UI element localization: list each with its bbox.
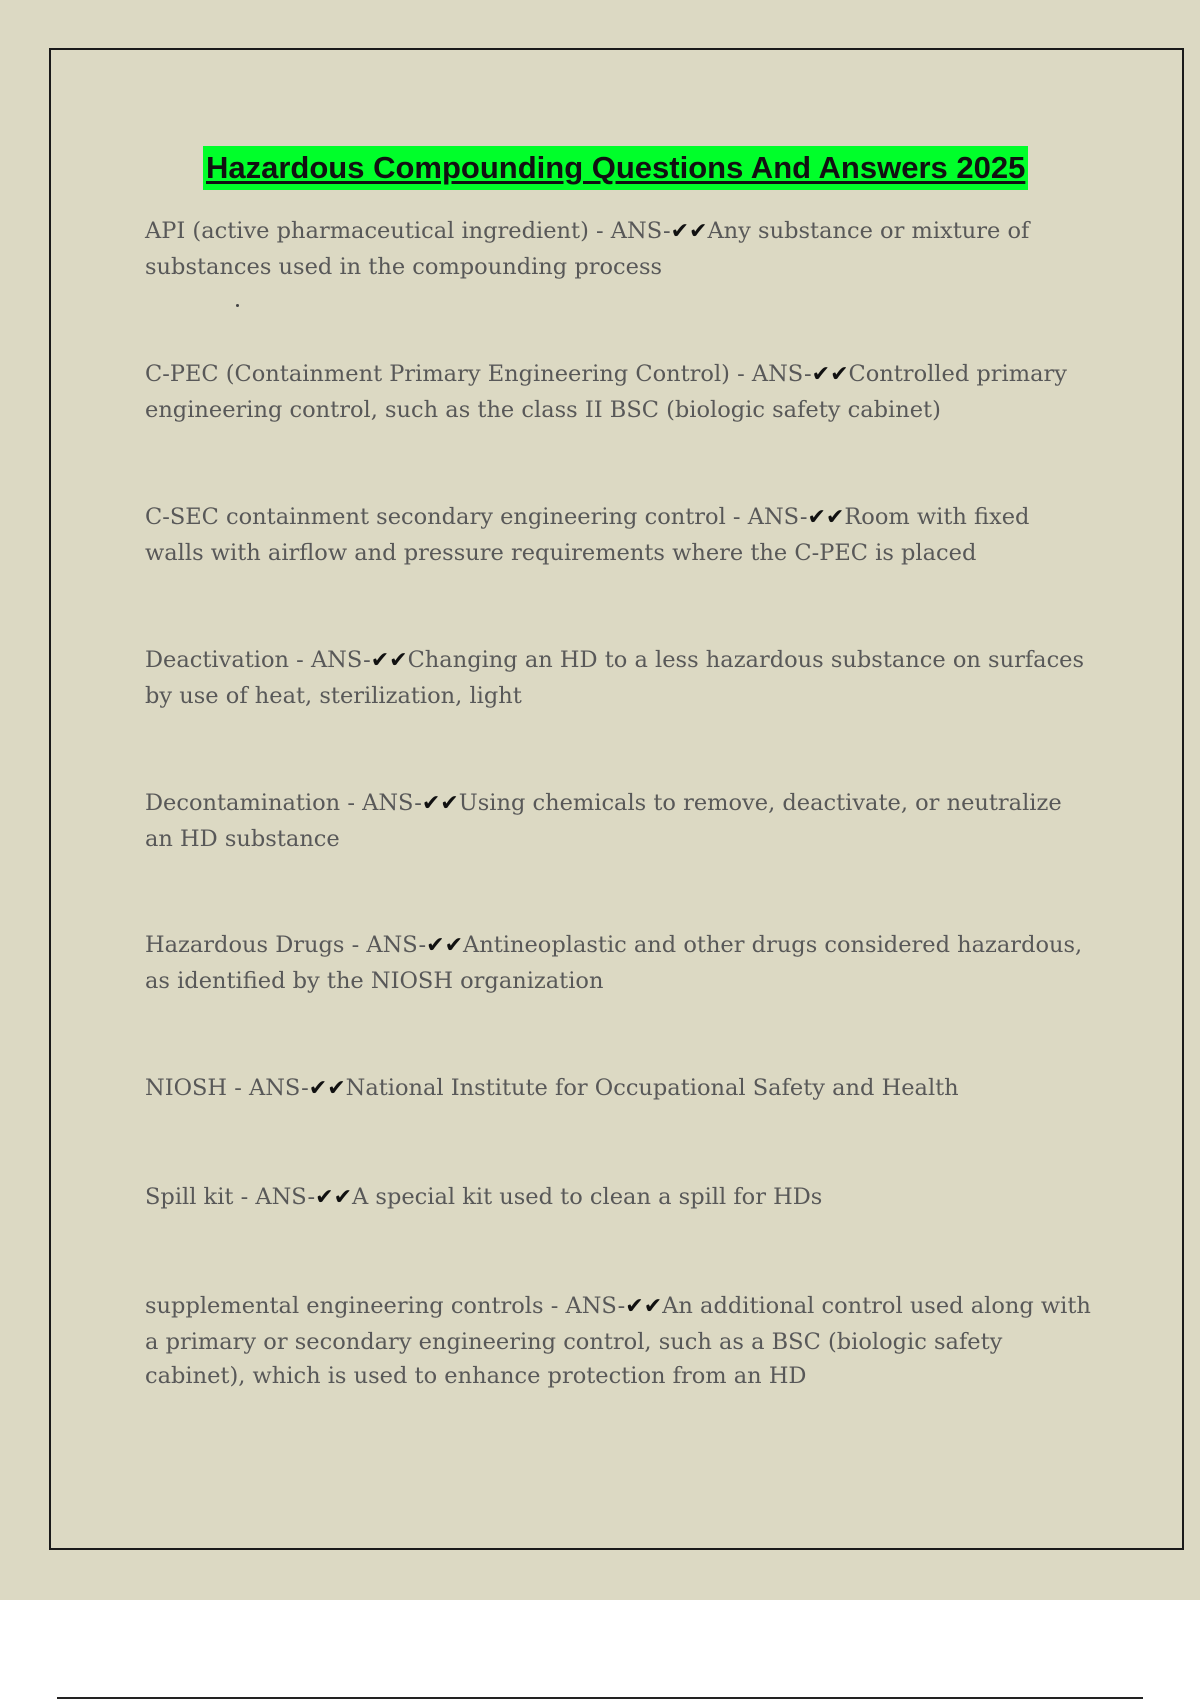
qa-separator: - xyxy=(725,504,748,530)
qa-item xyxy=(145,1180,1095,1216)
qa-answer: Room with fixed walls with airflow and pressure requirements where the C-PEC is placed xyxy=(145,504,1030,566)
qa-answer: Any substance or mixture of substances used in the compounding process xyxy=(145,218,1030,280)
qa-separator: - xyxy=(588,218,611,244)
qa-separator: - xyxy=(340,790,363,816)
answer-marker: ANS- xyxy=(310,647,371,673)
qa-item xyxy=(145,214,1095,284)
double-check-icon: ✔✔ xyxy=(308,1076,346,1101)
qa-item xyxy=(145,786,1095,856)
qa-separator: - xyxy=(543,1293,566,1319)
qa-separator: - xyxy=(729,361,752,387)
stray-dot xyxy=(236,304,239,307)
qa-term: Deactivation xyxy=(145,647,290,673)
qa-term: supplemental engineering controls xyxy=(145,1293,544,1319)
qa-item xyxy=(145,500,1095,570)
answer-marker: ANS- xyxy=(248,1075,309,1101)
qa-answer: A special kit used to clean a spill for HDs xyxy=(352,1184,823,1210)
footer-rule xyxy=(57,1697,1143,1699)
qa-term: API (active pharmaceutical ingredient) xyxy=(145,218,589,244)
qa-term: Spill kit xyxy=(145,1184,234,1210)
double-check-icon: ✔✔ xyxy=(421,791,459,816)
qa-answer: An additional control used along with a primary or secondary engineering control, such as a BSC (biologic safety cabinet), which is used to enhance protection from an HD xyxy=(145,1293,1091,1389)
qa-item xyxy=(145,357,1095,427)
double-check-icon: ✔✔ xyxy=(315,1185,353,1210)
qa-item xyxy=(145,1289,1095,1394)
answer-marker: ANS- xyxy=(255,1184,316,1210)
qa-answer: Controlled primary engineering control, such as the class II BSC (biologic safety cabinet) xyxy=(145,361,1067,423)
double-check-icon: ✔✔ xyxy=(370,648,408,673)
double-check-icon: ✔✔ xyxy=(426,933,464,958)
qa-answer: Using chemicals to remove, deactivate, or neutralize an HD substance xyxy=(145,790,1062,852)
document-title: Hazardous Compounding Questions And Answers 2025 xyxy=(203,146,1028,190)
double-check-icon: ✔✔ xyxy=(625,1294,663,1319)
answer-marker: ANS- xyxy=(565,1293,626,1319)
qa-term: C-PEC (Containment Primary Engineering Control) xyxy=(145,361,730,387)
qa-separator: - xyxy=(344,932,367,958)
double-check-icon: ✔✔ xyxy=(807,505,845,530)
answer-marker: ANS- xyxy=(747,504,808,530)
qa-item xyxy=(145,643,1095,713)
qa-separator: - xyxy=(289,647,311,673)
qa-answer: Changing an HD to a less hazardous substance on surfaces by use of heat, sterilization, light xyxy=(145,647,1085,709)
double-check-icon: ✔✔ xyxy=(670,219,708,244)
qa-answer: National Institute for Occupational Safety and Health xyxy=(345,1075,959,1101)
qa-term: C-SEC containment secondary engineering control xyxy=(145,504,726,530)
qa-term: Decontamination xyxy=(145,790,341,816)
qa-separator: - xyxy=(233,1184,256,1210)
qa-answer: Antineoplastic and other drugs considered hazardous, as identified by the NIOSH organization xyxy=(145,932,1083,994)
qa-item xyxy=(145,1071,1095,1107)
answer-marker: ANS- xyxy=(362,790,422,816)
answer-marker: ANS- xyxy=(366,932,427,958)
qa-term: Hazardous Drugs xyxy=(145,932,345,958)
double-check-icon: ✔✔ xyxy=(811,362,849,387)
answer-marker: ANS- xyxy=(751,361,812,387)
answer-marker: ANS- xyxy=(610,218,671,244)
qa-item xyxy=(145,928,1095,998)
qa-separator: - xyxy=(227,1075,249,1101)
qa-term: NIOSH xyxy=(145,1075,228,1101)
